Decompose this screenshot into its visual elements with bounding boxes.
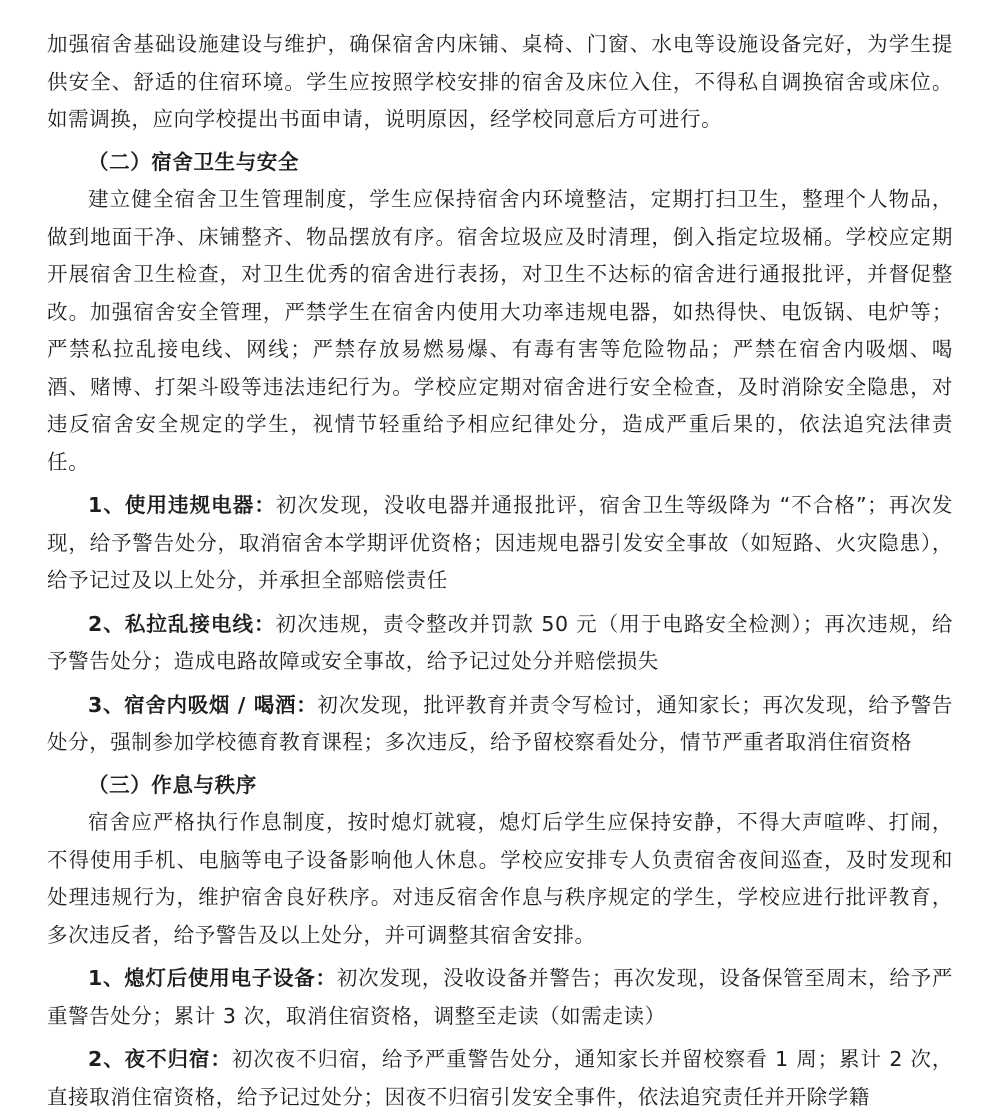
rule-devices-after-lights-out (47, 960, 953, 1035)
rule-text: 初次发现，没收设备并警告；再次发现，设备保管至周末，给予严重警告处分；累计 3 次，取消住宿资格，调整至走读（如需走读） (47, 966, 953, 1028)
rule-illegal-wiring (47, 606, 953, 681)
section2-heading: （二）宿舍卫生与安全 (88, 149, 299, 174)
section3-body-paragraph: 宿舍应严格执行作息制度，按时熄灯就寝，熄灯后学生应保持安静，不得大声喧哗、打闹，不得使用手机、电脑等电子设备影响他人休息。学校应安排专人负责宿舍夜间巡查，及时发现和处理违规行为，维护宿舍良好秩序。对违反宿舍作息与秩序规定的学生，学校应进行批评教育，多次违反者，给予警告及以上处分，并可调整其宿舍安排。 (47, 810, 953, 947)
rule-title: 2、私拉乱接电线： (88, 611, 276, 636)
rule-text: 初次发现，没收电器并通报批评，宿舍卫生等级降为 “不合格”；再次发现，给予警告处分，取消宿舍本学期评优资格；因违规电器引发安全事故（如短路、火灾隐患），给予记过及以上处分，并承担全部赔偿责任 (47, 493, 953, 592)
rule-text: 初次发现，批评教育并责令写检讨，通知家长；再次发现，给予警告处分，强制参加学校德育教育课程；多次违反，给予留校察看处分，情节严重者取消住宿资格 (47, 692, 954, 754)
rule-title: 1、熄灯后使用电子设备： (88, 966, 337, 990)
section1-tail-paragraph: 加强宿舍基础设施建设与维护，确保宿舍内床铺、桌椅、门窗、水电等设施设备完好，为学生提供安全、舒适的住宿环境。学生应按照学校安排的宿舍及床位入住，不得私自调换宿舍或床位。如需调换，应向学校提出书面申请，说明原因，经学校同意后方可进行。 (47, 32, 953, 131)
rule-title: 1、使用违规电器： (88, 493, 276, 517)
rule-text: 初次夜不归宿，给予严重警告处分，通知家长并留校察看 1 周；累计 2 次，直接取消住宿资格，给予记过处分；因夜不归宿引发安全事件，依法追究责任并开除学籍 (47, 1047, 953, 1109)
rule-staying-out-overnight (47, 1041, 953, 1116)
section3-heading: （三）作息与秩序 (88, 772, 257, 797)
rule-smoking-drinking (47, 687, 953, 762)
document-page (47, 26, 953, 1116)
rule-illegal-appliances (47, 487, 953, 600)
rule-text: 初次违规，责令整改并罚款 50 元（用于电路安全检测）；再次违规，给予警告处分；造成电路故障或安全事故，给予记过处分并赔偿损失 (47, 611, 953, 673)
section2-body-paragraph: 建立健全宿舍卫生管理制度，学生应保持宿舍内环境整洁，定期打扫卫生，整理个人物品，做到地面干净、床铺整齐、物品摆放有序。宿舍垃圾应及时清理，倒入指定垃圾桶。学校应定期开展宿舍卫生检查，对卫生优秀的宿舍进行表扬，对卫生不达标的宿舍进行通报批评，并督促整改。加强宿舍安全管理，严禁学生在宿舍内使用大功率违规电器，如热得快、电饭锅、电炉等；严禁私拉乱接电线、网线；严禁存放易燃易爆、有毒有害等危险物品；严禁在宿舍内吸烟、喝酒、赌博、打架斗殴等违法违纪行为。学校应定期对宿舍进行安全检查，及时消除安全隐患，对违反宿舍安全规定的学生，视情节轻重给予相应纪律处分，造成严重后果的，依法追究法律责任。 (47, 187, 953, 474)
rule-title: 3、宿舍内吸烟 / 喝酒： (88, 692, 318, 717)
rule-title: 2、夜不归宿： (88, 1047, 232, 1071)
